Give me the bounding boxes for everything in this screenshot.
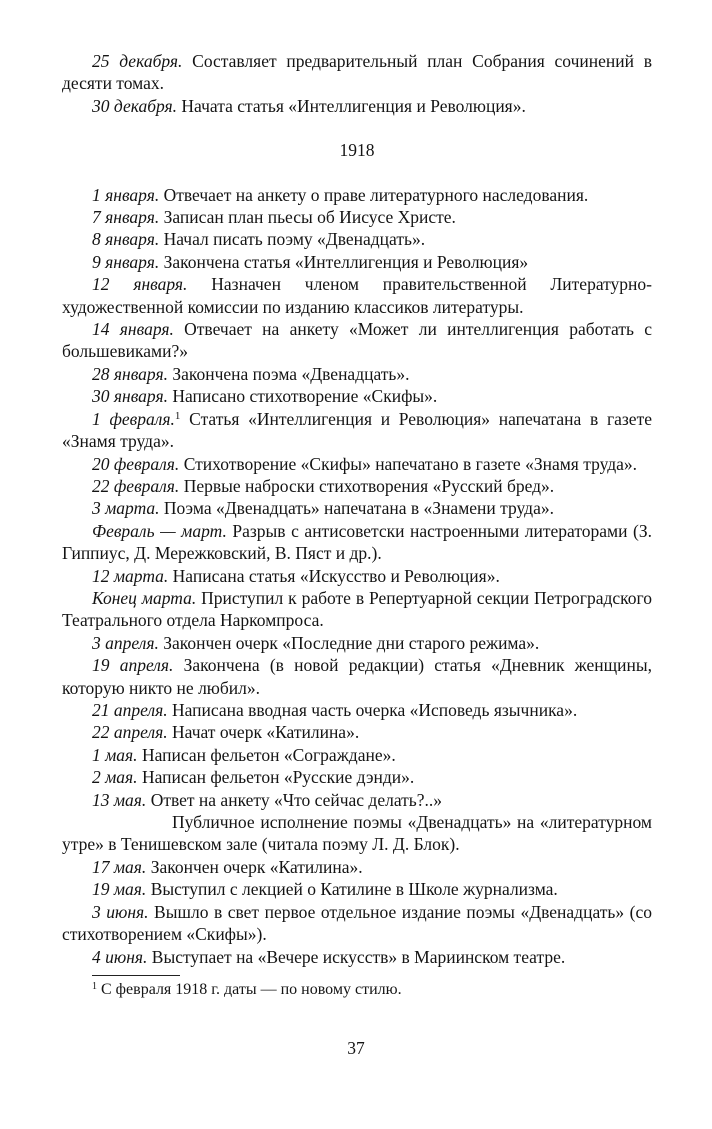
page-number: 37 (347, 1038, 365, 1058)
entry-text: Назначен членом правительственной Литературно-художественной комиссии по изданию классиков литературы. (62, 274, 653, 317)
chronicle-entry (62, 95, 652, 117)
entry-date: Конец марта. (92, 587, 197, 608)
entry-date: 2 мая. (92, 767, 138, 788)
entry-date: 1 января. (92, 184, 160, 205)
entry-text: Начата статья «Интеллигенция и Революция». (177, 95, 526, 116)
entry-date: 20 февраля. (92, 453, 180, 474)
entry-text: Отвечает на анкету о праве литературного наследования. (159, 184, 589, 205)
chronicle-entry (62, 721, 652, 743)
entry-date: 14 января. (92, 319, 174, 340)
entry-text: Выступает на «Вечере искусств» в Мариинском театре. (147, 947, 566, 968)
chronicle-entry (62, 385, 652, 407)
chronicle-entry (62, 408, 652, 453)
entry-text: Начал писать поэму «Двенадцать». (159, 229, 426, 250)
chronicle-entry (62, 520, 652, 565)
entry-text: Стихотворение «Скифы» напечатано в газете «Знамя труда». (179, 453, 638, 474)
entry-text: Закончен очерк «Катилина». (146, 856, 363, 877)
entry-text: Закончен очерк «Последние дни старого режима». (158, 632, 540, 653)
entry-date: 19 мая. (92, 879, 147, 900)
chronicle-entry (62, 766, 652, 788)
entry-text: Выступил с лекцией о Катилине в Школе журнализма. (146, 879, 558, 900)
entry-date: 3 апреля. (92, 632, 159, 653)
entry-date: 12 марта. (92, 565, 169, 586)
entry-text: Написан фельетон «Русские дэнди». (137, 767, 415, 788)
chronicle-entry (62, 811, 652, 856)
chronicle-1918-entries (62, 184, 652, 969)
entry-date: 19 апреля. (92, 655, 174, 676)
entry-date: 28 января. (92, 363, 168, 384)
entry-text: Закончена (в новой редакции) статья «Дневник женщины, которую никто не любил». (62, 655, 652, 698)
chronicle-entry (62, 206, 652, 228)
page-content (62, 50, 652, 1000)
entry-text: Отвечает на анкету «Может ли интеллигенция работать с большевиками?» (62, 319, 653, 362)
chronicle-entry (62, 497, 652, 519)
chronicle-entry (62, 50, 652, 95)
entry-date: 13 мая. (92, 789, 147, 810)
chronicle-entry (62, 251, 652, 273)
entry-text: Написан фельетон «Сограждане». (137, 744, 396, 765)
entry-date: 17 мая. (92, 856, 147, 877)
chronicle-entry (62, 184, 652, 206)
chronicle-entry (62, 363, 652, 385)
entry-date: 25 декабря. (92, 51, 183, 71)
entry-date: 30 января. (92, 386, 168, 407)
chronicle-entry (62, 878, 652, 900)
entry-date: 4 июня. (92, 947, 148, 968)
footnote-divider (92, 975, 180, 976)
chronicle-entry (62, 856, 652, 878)
entry-text: Публичное исполнение поэмы «Двенадцать» на «литературном утре» в Тенишевском зале (читала поэму Л. Д. Блок). (62, 812, 652, 855)
footnote-mark: 1 (92, 980, 97, 992)
entry-date: 3 июня. (92, 901, 149, 922)
chronicle-entry (62, 565, 652, 587)
chronicle-entry (62, 228, 652, 250)
entry-text: Записан план пьесы об Иисусе Христе. (159, 207, 456, 228)
entry-date: 12 января. (92, 274, 188, 295)
entry-text: Начат очерк «Катилина». (167, 722, 360, 743)
entry-text: Составляет предварительный план Собрания сочинений в десяти томах. (62, 51, 652, 94)
entry-date: 21 апреля. (92, 699, 168, 720)
chronicle-entry (62, 632, 652, 654)
entry-text: Разрыв с антисоветски настроенными литераторами (З. Гиппиус, Д. Мережковский, В. Пяст и др.). (62, 520, 652, 564)
entry-date: 22 апреля. (92, 722, 168, 743)
year-heading: 1918 (339, 140, 375, 161)
entry-text: Поэма «Двенадцать» напечатана в «Знамени труда». (159, 498, 554, 519)
entry-text: Закончена поэма «Двенадцать». (167, 363, 410, 384)
entry-date: 22 февраля. (92, 475, 180, 496)
chronicle-1917-entries (62, 50, 652, 117)
entry-date: 1 мая. (92, 744, 138, 765)
footnote-reference: 1 (174, 409, 181, 422)
chronicle-entry (62, 475, 652, 497)
entry-text: Написано стихотворение «Скифы». (167, 386, 438, 407)
chronicle-entry (62, 453, 652, 475)
entry-text: Статья «Интеллигенция и Революция» напечатана в газете «Знамя труда». (62, 408, 652, 452)
entry-date: 8 января. (92, 229, 160, 250)
entry-date: 9 января. (92, 251, 160, 272)
chronicle-entry (62, 654, 652, 699)
chronicle-entry (62, 273, 652, 318)
entry-date: 3 марта. (92, 498, 160, 519)
chronicle-entry (62, 318, 652, 363)
entry-text: Закончена статья «Интеллигенция и Революция» (159, 251, 529, 272)
entry-text: Ответ на анкету «Что сейчас делать?..» (146, 789, 443, 810)
chronicle-entry (62, 699, 652, 721)
chronicle-entry (62, 744, 652, 766)
footnote-text: С февраля 1918 г. даты — по новому стилю. (97, 980, 402, 998)
entry-text: Первые наброски стихотворения «Русский бред». (179, 475, 555, 496)
entry-date: 1 февраля. (92, 408, 175, 429)
entry-date: 30 декабря. (92, 95, 178, 116)
entry-date: 7 января. (92, 207, 160, 228)
entry-text: Написана статья «Искусство и Революция». (168, 565, 500, 586)
footnote (62, 980, 652, 1000)
entry-text: Приступил к работе в Репертуарной секции Петроградского Театрального отдела Наркомпроса. (62, 587, 652, 631)
chronicle-entry (62, 789, 652, 811)
chronicle-entry (62, 901, 652, 946)
entry-text: Написана вводная часть очерка «Исповедь язычника». (167, 699, 578, 720)
entry-date: Февраль — март. (92, 520, 227, 541)
entry-text: Вышло в свет первое отдельное издание поэмы «Двенадцать» (со стихотворением «Скифы»). (62, 901, 653, 945)
chronicle-entry (62, 587, 652, 632)
chronicle-entry (62, 946, 652, 968)
